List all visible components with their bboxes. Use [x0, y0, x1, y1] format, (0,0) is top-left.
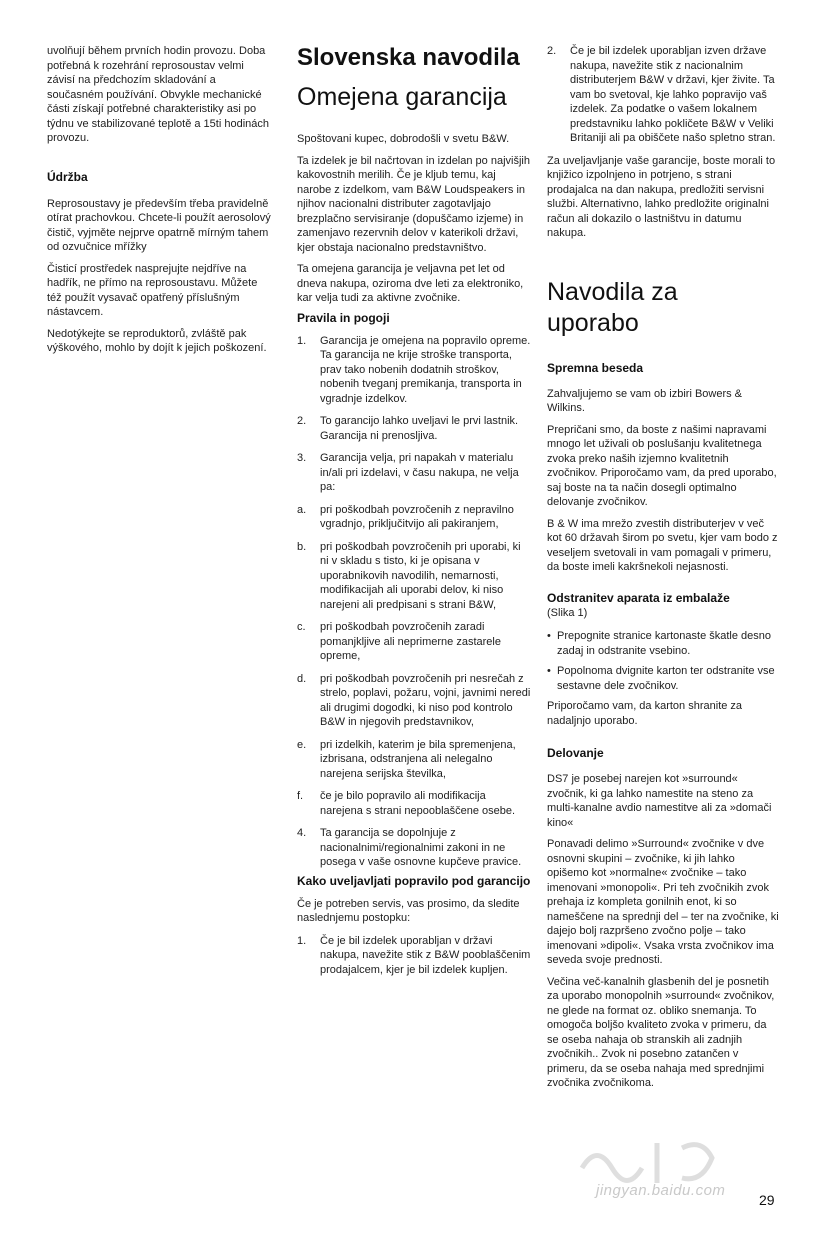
list-item-text: Popolnoma dvignite karton ter odstranite vse sestavne dele zvočnikov.	[557, 665, 775, 692]
list-marker: d.	[297, 672, 307, 685]
list-item-text: Ta garancija se dopolnjuje z nacionalnimi/regionalnimi zakoni in ne posega v vaše osnovne kupčeve pravice.	[320, 827, 522, 868]
list-item-text: pri poškodbah povzročenih pri uporabi, ki ni v skladu s tisto, ki je opisana v uporabnikovih navodilih, nemarnosti, modifikacijah ali uporabi delov, ki niso narejeni ali predpisani s strani B&W,	[320, 540, 521, 611]
list-item-text: Garancija je omejena na popravilo opreme. Ta garancija ne krije stroške transporta, prav tako nobenih dodatnih stroškov, nobenih tveganj premikanja, transporta in vgradnje izdelkov.	[320, 334, 531, 405]
list-item-text: pri poškodbah povzročenih pri nesrečah z strelo, poplavi, požaru, vojni, javnimi neredi ali drugimi dogodki, ki niso pod kontrolo B&W in njegovih predstavnikov,	[320, 672, 531, 728]
column-left	[47, 44, 273, 356]
maintenance-heading: Údržba	[47, 169, 88, 184]
list-item	[297, 738, 531, 782]
list-item	[547, 664, 779, 693]
list-item	[297, 934, 531, 978]
column-right	[547, 44, 779, 1091]
list-marker: 2.	[297, 415, 307, 427]
list-marker: b.	[297, 540, 307, 553]
list-item-text: če je bilo popravilo ali modifikacija narejena s strani nepooblaščene osebe.	[320, 790, 516, 817]
list-item-text: pri poškodbah povzročenih z nepravilno vgradnjo, priključitvijo ali pakiranjem,	[320, 503, 514, 530]
foreword-paragraph-2: Prepričani smo, da boste z našimi napravami mnogo let uživali ob poslušanju kvalitetnega zvoka preko naših izjemno kvalitetnih zvočnikov. Priporočamo vam, da pred uporabo, saj boste na ta način dosegli optimalno delovanje zvočnikov.	[547, 423, 777, 508]
watermark-text: jingyan.baidu.com	[596, 1182, 726, 1199]
operation-paragraph-1: DS7 je posebej narejen kot »surround« zvočnik, ki ga lahko namestite na steno za multi-kanalne avdio namestitve ali za »domači kino«	[547, 773, 772, 829]
operation-paragraph-2: Ponavadi delimo »Surround« zvočnike v dve osnovni skupini – zvočnike, ki jih lahko opišemo kot »normalne« zvočnike – tako imenovani »monopoli«. Pri teh zvočnikih zvok prehaja iz kompleta gonilnih enot, ki so nameščene na sprednji del – ter na zvočnike, ki dajejo bolj razpršeno zvočno polje – tako imenovani »dipoli«. Vsaka vrsta zvočnikov ima seveda svoje prednosti.	[547, 838, 779, 966]
list-item	[297, 620, 531, 664]
list-item-text: Če je bil izdelek uporabljan izven države nakupa, navežite stik z nacionalnim distributerjem B&W v državi, kjer živite. Ta vam bo svetoval, kje lahko popravijo vaš izdelek. Za podatke o vašem lokalnem predstavniku lahko pokličete B&W v Veliki Britaniji ali pa obiščete našo spletno stran.	[570, 45, 776, 144]
warranty-title: Omejena garancija	[297, 83, 507, 111]
page-number: 29	[759, 1192, 775, 1208]
page-title: Slovenska navodila	[297, 44, 520, 71]
list-marker: c.	[297, 621, 306, 633]
warranty-paragraph-1: Spoštovani kupec, dobrodošli v svetu B&W.	[297, 133, 510, 145]
unpacking-list	[547, 629, 779, 693]
claim-paragraph-2: Za uveljavljanje vaše garancije, boste morali to knjižico izpolnjeno in potrjeno, s strani prodajalca na dan nakupa, predložiti servisni službi. Alternativno, lahko predložite originalni račun ali dokazilo o lastništvu in datumu nakupa.	[547, 154, 776, 239]
claim-list-continued	[547, 44, 779, 146]
claim-heading: Kako uveljavljati popravilo pod garancijo	[297, 873, 531, 888]
list-item	[297, 789, 531, 818]
list-item-text: pri izdelkih, katerim je bila spremenjena, izbrisana, odstranjena ali nelegalno narejena serijska številka,	[320, 738, 516, 780]
list-marker: e.	[297, 738, 307, 751]
list-item	[297, 540, 531, 613]
list-item	[547, 44, 779, 146]
claim-list	[297, 934, 531, 978]
list-marker: 2.	[547, 45, 557, 57]
list-item	[547, 629, 779, 658]
unpacking-heading: Odstranitev aparata iz embalaže	[547, 590, 730, 605]
operation-heading: Delovanje	[547, 746, 604, 760]
warranty-paragraph-3: Ta omejena garancija je veljavna pet let od dneva nakupa, oziroma dve leti za elektroniko, kar velja tudi za aktivne zvočnike.	[297, 263, 524, 304]
warranty-paragraph-2: Ta izdelek je bil načrtovan in izdelan po najvišjih kakovostnih merilih. Če je kljub temu, kaj narobe z izdelkom, vam B&W Loudspeakers in njihov nacionalni distributer zagotavljajo brezplačno servisiranje (dopuščamo izjeme) in zamenjavo rezervnih delov v katerikoli državi, kjer obstaja nacionalno predstavništvo.	[297, 154, 530, 254]
list-item	[297, 451, 531, 495]
terms-heading: Pravila in pogoji	[297, 310, 390, 325]
bullet-marker: •	[547, 665, 551, 677]
list-item-text: Garancija velja, pri napakah v materialu in/ali pri izdelavi, v času nakupa, ne velja pa:	[320, 452, 519, 493]
list-item	[297, 334, 531, 407]
foreword-heading: Spremna beseda	[547, 360, 644, 375]
manual-title	[547, 277, 779, 339]
bullet-marker: •	[547, 630, 551, 642]
list-item	[297, 826, 531, 870]
list-marker: f.	[297, 790, 304, 802]
terms-list	[297, 334, 531, 870]
maintenance-paragraph-3: Nedotýkejte se reproduktorů, zvláště pak výškového, mohlo by dojít k jejich poškození.	[47, 327, 267, 354]
foreword-paragraph-3: B & W ima mrežo zvestih distributerjev v več kot 60 državah širom po svetu, kjer vam bodo z veseljem svetovali in vam pomagali v primeru, da boste imeli kakršnekoli nejasnosti.	[547, 517, 778, 573]
column-middle	[297, 44, 531, 985]
unpacking-paragraph: Priporočamo vam, da karton shranite za nadaljnjo uporabo.	[547, 700, 743, 727]
list-marker: 3.	[297, 452, 307, 464]
operation-paragraph-3: Večina več-kanalnih glasbenih del je posnetih za uporabo monopolnih »surround« zvočnikov, ne glede na format oz. obliko snemanja. To omogoča boljšo kvaliteto zvoka v primeru, da se oseba nahaja ob stranskih ali zadnjih zvočnikih.. Zvok ni posebno zatančen v primeru, da se oseba nahaja med sprednjimi zvočnika zvočnikoma.	[547, 975, 775, 1089]
list-item-text: Prepognite stranice kartonaste škatle desno zadaj in odstranite vsebino.	[557, 630, 772, 657]
intro-paragraph: uvolňují během prvních hodin provozu. Doba potřebná k rozehrání reprosoustav velmi závisí na předchozím skladování a současném používání. Obvykle mechanické části získají potřebné charakteristiky asi po týdnu ve stabilizované teplotě a 15ti hodinách provozu.	[47, 45, 269, 144]
maintenance-paragraph-1: Reprosoustavy je především třeba pravidelně otírat prachovkou. Chcete-li použít aerosolový čistič, vyjměte nejprve opatrně mírným tahem od ozvučnice mřížky	[47, 197, 271, 253]
claim-paragraph: Če je potreben servis, vas prosimo, da sledite naslednjemu postopku:	[297, 897, 520, 924]
list-item-text: To garancijo lahko uveljavi le prvi lastnik. Garancija ni prenosljiva.	[320, 415, 519, 442]
list-marker: 4.	[297, 827, 307, 839]
list-item-text: Če je bil izdelek uporabljan v državi nakupa, navežite stik z B&W pooblaščenim prodajalcem, kjer je bil izdelek kupljen.	[320, 934, 531, 976]
list-item	[297, 503, 531, 532]
unpacking-figure-ref: (Slika 1)	[547, 606, 588, 619]
list-item	[297, 672, 531, 730]
foreword-paragraph-1: Zahvaljujemo se vam ob izbiri Bowers & Wilkins.	[547, 387, 743, 414]
manual-title-line-1: Navodila za	[547, 277, 678, 306]
maintenance-paragraph-2: Čisticí prostředek nasprejujte nejdříve na hadřík, ne přímo na reprosoustavu. Můžete též použít vysavač opatřený příslušným nástavcem.	[47, 262, 258, 318]
list-marker: a.	[297, 503, 307, 516]
manual-title-line-2: uporabo	[547, 308, 639, 337]
list-marker: 1.	[297, 934, 307, 947]
list-marker: 1.	[297, 334, 307, 347]
list-item-text: pri poškodbah povzročenih zaradi pomanjkljive ali neprimerne zastarele opreme,	[320, 621, 501, 662]
list-item	[297, 414, 531, 443]
